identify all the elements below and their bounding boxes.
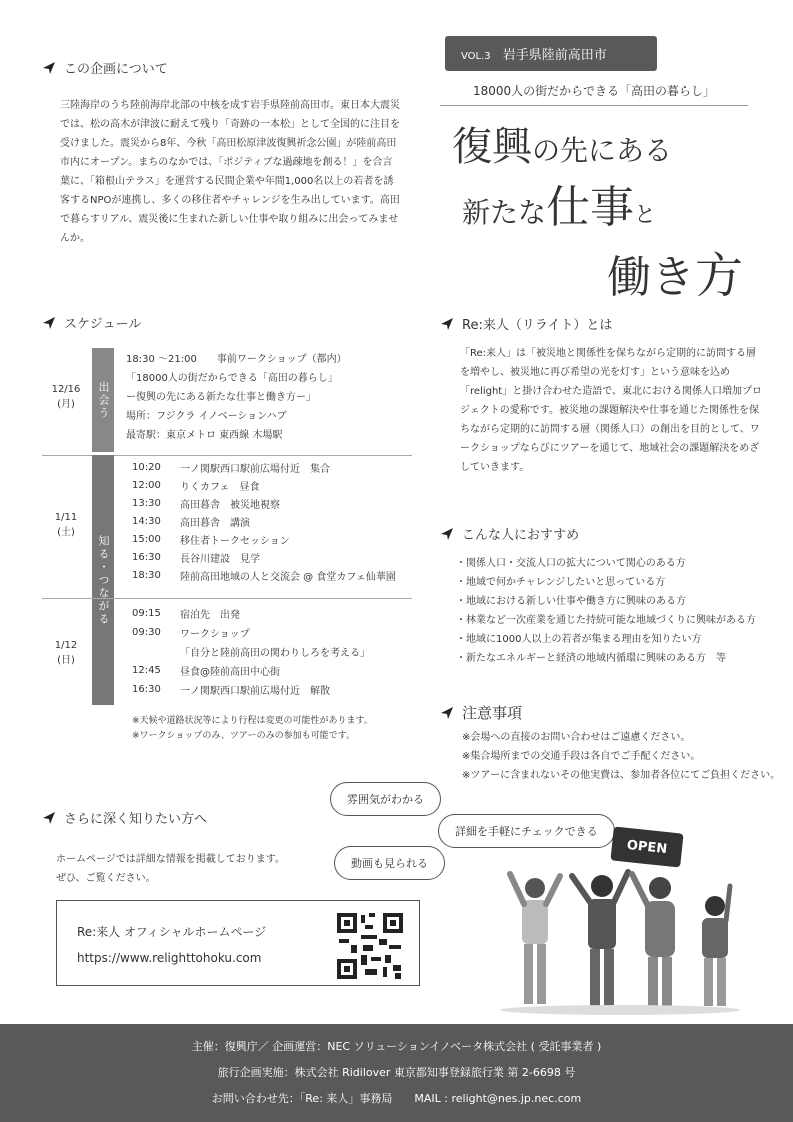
schedule-row: 16:30 長谷川建設 見学 xyxy=(132,551,260,565)
arrow-icon xyxy=(42,61,56,75)
vol-city: 岩手県陸前高田市 xyxy=(502,48,607,63)
arrow-icon xyxy=(42,316,56,330)
list-item: ・地域に1000人以上の若者が集まる理由を知りたい方 xyxy=(456,634,702,645)
day1-line: ー復興の先にある新たな仕事と働き方ー」 xyxy=(126,392,316,403)
schedule-row: 18:30 陸前高田地域の人と交流会 @ 食堂カフェ仙華園 xyxy=(132,569,396,583)
day1-line: 「18000人の街だからできる「高田の暮らし」 xyxy=(126,373,338,384)
about-heading-text: この企画について xyxy=(64,62,168,77)
bubble-details: 詳細を手軽にチェックできる xyxy=(438,814,615,848)
homepage-box xyxy=(56,900,420,986)
relight-heading-text: Re:来人（リライト）とは xyxy=(462,318,613,333)
day1-line: 18:30 ～21:00 事前ワークショップ（都内） xyxy=(126,354,347,365)
schedule-row: 13:30 高田暮舎 被災地視察 xyxy=(132,497,280,511)
band-deau: 出会う xyxy=(92,348,114,452)
footer-travel: 旅行企画実施：株式会社 Ridilover 東京都知事登録旅行業 第 2-6698 号 xyxy=(217,1066,576,1079)
day1-dow-text: (月) xyxy=(57,399,75,410)
more-heading-text: さらに深く知りたい方へ xyxy=(64,812,208,827)
title-word-shigoto: 仕事 xyxy=(546,182,635,233)
day2-schedule xyxy=(132,458,422,584)
day2-date-text: 1/11 xyxy=(54,512,78,523)
schedule-notes xyxy=(132,714,373,744)
schedule-row: 16:30 一ノ関駅西口駅前広場付近 解散 xyxy=(132,684,330,697)
day2-date xyxy=(48,510,84,540)
title-word-to: と xyxy=(634,203,657,228)
schedule-note: ※ワークショップのみ、ツアーのみの参加も可能です。 xyxy=(132,731,355,741)
footer xyxy=(0,1024,793,1122)
caution-heading xyxy=(440,702,522,723)
vol-badge xyxy=(445,36,657,71)
vol-number: VOL.3 xyxy=(461,51,491,62)
day1-details xyxy=(126,350,426,445)
day1-line: 場所：フジクラ イノベーションハブ xyxy=(126,411,287,422)
caution-list xyxy=(462,728,782,785)
schedule-row: 12:45 昼食@陸前高田中心街 xyxy=(132,665,280,678)
more-heading xyxy=(42,808,207,827)
day1-line: 最寄駅：東京メトロ 東西線 木場駅 xyxy=(126,430,283,441)
homepage-url[interactable]: https://www.relighttohoku.com xyxy=(77,951,262,965)
recommend-heading-text: こんな人におすすめ xyxy=(462,528,580,543)
schedule-heading-text: スケジュール xyxy=(64,317,142,332)
bubble-video: 動画も見られる xyxy=(334,846,445,880)
recommend-heading xyxy=(440,524,579,543)
list-item: ※会場への直接のお問い合わせはご遠慮ください。 xyxy=(462,732,691,743)
footer-organizer: 主催：復興庁／ 企画運営：NEC ソリューションイノベータ株式会社 ( 受託事業者 ) xyxy=(191,1040,602,1053)
title-word-fukko: 復興 xyxy=(452,124,532,170)
schedule-row: 14:30 高田暮舎 講演 xyxy=(132,515,250,529)
schedule-row: 09:15 宿泊先 出発 xyxy=(132,608,240,621)
arrow-icon xyxy=(440,317,454,331)
list-item: ・林業など一次産業を通じた持続可能な地域づくりに興味がある方 xyxy=(456,615,756,626)
qr-code-icon[interactable] xyxy=(335,911,405,981)
day3-date-text: 1/12 xyxy=(54,640,78,651)
list-item: ・関係人口・交流人口の拡大について関心のある方 xyxy=(456,558,686,569)
schedule-note: ※天候や道路状況等により行程は変更の可能性があります。 xyxy=(132,716,373,726)
caution-heading-text: 注意事項 xyxy=(462,704,523,722)
list-item: ・地域で何かチャレンジしたいと思っている方 xyxy=(456,577,666,588)
open-sign: OPEN xyxy=(610,826,683,867)
about-heading xyxy=(42,58,168,77)
homepage-title: Re:来人 オフィシャルホームページ xyxy=(77,925,267,939)
schedule-row: 10:20 一ノ関駅西口駅前広場付近 集合 xyxy=(132,461,330,475)
footer-contact: お問い合わせ先：「Re: 来人」事務局 MAIL : relight@nes.jp.nec.com xyxy=(211,1092,582,1105)
day3-dow-text: (日) xyxy=(57,655,75,666)
list-item: ・地域における新しい仕事や働き方に興味のある方 xyxy=(456,596,686,607)
band-shiru-tsunagaru: 知る・つながる xyxy=(92,455,114,705)
more-text-line: ホームページでは詳細な情報を掲載しております。 xyxy=(56,854,285,865)
main-title xyxy=(452,120,752,308)
schedule-heading xyxy=(42,313,141,332)
arrow-icon xyxy=(440,527,454,541)
relight-heading xyxy=(440,314,612,333)
day3-schedule xyxy=(132,604,422,699)
more-text xyxy=(56,850,285,888)
schedule-row: 「自分と陸前高田の関わりしろを考える」 xyxy=(180,648,370,659)
subtitle: 18000人の街だからできる「高田の暮らし」 xyxy=(440,82,748,106)
title-word-kata: 方 xyxy=(695,248,744,304)
about-text: 三陸海岸のうち陸前海岸北部の中核を成す岩手県陸前高田市。東日本大震災では、松の高木が津波に耐えて残り「奇跡の一本松」として全国的に注目を受けました。震災から8年、今秋「高田松原津波復興祈念公園」が陸前高田市内にオープン。まちのなかでは、「ポジティブな過疎地を創る！」を合言葉に、「箱根山テラス」を運営する民間企業や年間1,000名以上の若者を誘客するNPOが連携し、多くの移住者やチャレンジを生み出しています。高田で暮らすリアル、震災後に生まれた新しい仕事や取り組みに出会ってみませんか。 xyxy=(60,100,400,244)
title-word-hataraki: 働き xyxy=(607,252,695,303)
relight-text: 「Re:来人」は「被災地と関係性を保ちながら定期的に訪問する層を増やし、被災地に再び希望の光を灯す」という意味を込め「relight」と掛け合わせた造語で、東北における関係人口増加プロジェクトの愛称です。被災地の課題解決や仕事を通じた関係性を保ちながら定期的に訪問する層（関係人口）の創出を目的として、ワークショップならびにツアーを通じて、地域社会の課題解決をめざしていきます。 xyxy=(460,348,763,473)
schedule-row: 15:00 移住者トークセッション xyxy=(132,533,290,547)
arrow-icon xyxy=(42,811,56,825)
day1-date-text: 12/16 xyxy=(51,384,81,395)
bubble-atmosphere: 雰囲気がわかる xyxy=(330,782,441,816)
more-text-line: ぜひ、ご覧ください。 xyxy=(56,873,156,884)
people-illustration-icon xyxy=(490,866,760,1016)
title-word-saki: の先にある xyxy=(532,134,673,167)
title-word-aratana: 新たな xyxy=(462,196,547,229)
arrow-icon xyxy=(440,706,454,720)
schedule-row: 09:30 ワークショップ xyxy=(132,627,250,640)
day3-date xyxy=(48,638,84,668)
list-item: ※ツアーに含まれないその他実費は、参加者各位にてご負担ください。 xyxy=(462,770,781,781)
day1-date xyxy=(48,382,84,412)
divider xyxy=(42,598,412,599)
day2-dow-text: (土) xyxy=(57,527,75,538)
list-item: ・新たなエネルギーと経済の地域内循環に興味のある方 等 xyxy=(456,653,726,664)
list-item: ※集合場所までの交通手段は各自でご手配ください。 xyxy=(462,751,701,762)
schedule-row: 12:00 りくカフェ 昼食 xyxy=(132,479,260,493)
recommend-list xyxy=(456,554,776,668)
